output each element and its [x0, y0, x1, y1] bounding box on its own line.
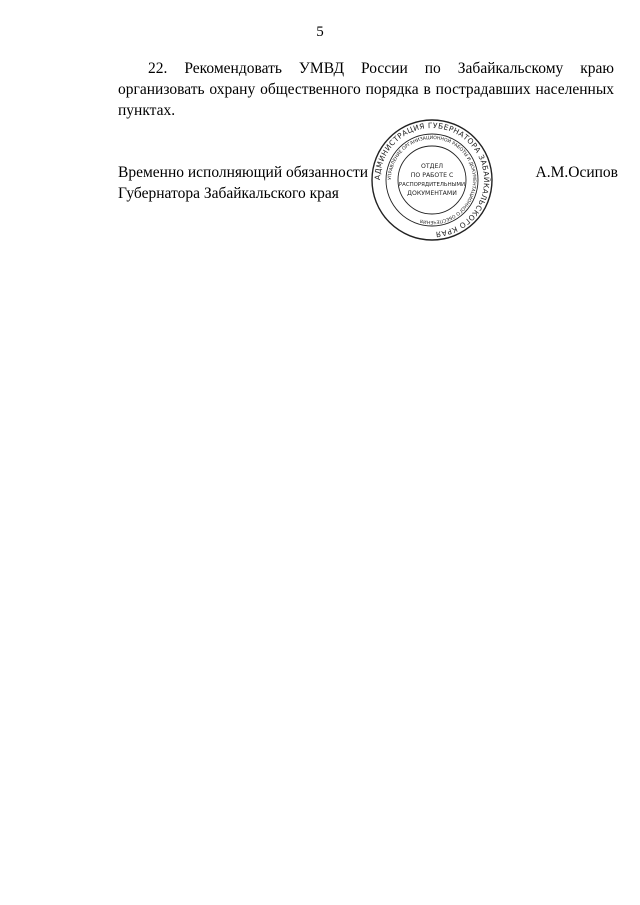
- stamp-center-line-4: ДОКУМЕНТАМИ: [407, 190, 457, 197]
- signatory-title-line-2: Губернатора Забайкальского края: [118, 185, 339, 202]
- stamp-center-text: [399, 163, 465, 197]
- official-stamp: [370, 118, 494, 242]
- stamp-middle-circle: [386, 134, 478, 226]
- stamp-center-line-3: РАСПОРЯДИТЕЛЬНЫМИ: [398, 182, 466, 188]
- stamp-outer-text: АДМИНИСТРАЦИЯ ГУБЕРНАТОРА ЗАБАЙКАЛЬСКОГО КРАЯ: [372, 120, 492, 239]
- stamp-center-line-1: ОТДЕЛ: [420, 163, 444, 170]
- signatory-title: [118, 162, 378, 204]
- stamp-seal: [370, 118, 494, 242]
- signatory-title-line-1: Временно исполняющий обязанности: [118, 164, 369, 181]
- stamp-inner-circle: [398, 146, 466, 214]
- signer-name: А.М.Осипов: [535, 164, 618, 181]
- page-number: 5: [316, 24, 324, 40]
- paragraph-22: 22. Рекомендовать УМВД России по Забайкальскому краю организовать охрану общественного порядка в пострадавших населенных пунктах.: [118, 60, 614, 119]
- stamp-center-line-2: ПО РАБОТЕ С: [410, 172, 454, 179]
- stamp-inner-ring-text: УПРАВЛЕНИЕ ОРГАНИЗАЦИОННОЙ РАБОТЫ И ДОКУМЕНТАЦИОННОГО ОБЕСПЕЧЕНИЯ: [387, 135, 477, 225]
